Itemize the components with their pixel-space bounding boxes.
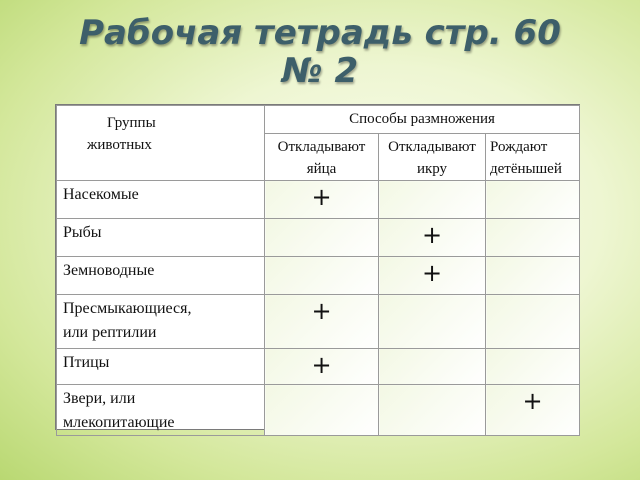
row-label-line-2: млекопитающие — [63, 414, 175, 431]
title-line-1: Рабочая тетрадь стр. 60 — [79, 13, 561, 53]
column-header-line-2: детёнышей — [490, 161, 562, 177]
column-header-line-2: икру — [416, 161, 448, 177]
column-header-eggs — [265, 134, 379, 181]
table-cell — [379, 349, 486, 385]
plus-mark — [379, 295, 485, 299]
column-header-live-birth — [486, 134, 580, 181]
plus-mark: + — [311, 183, 332, 211]
methods-header: Способы размножения — [265, 106, 580, 134]
row-label — [57, 295, 265, 349]
plus-mark — [486, 257, 579, 261]
row-label — [57, 219, 265, 257]
row-label-line-2: или рептилии — [63, 324, 157, 341]
table-row — [57, 257, 580, 295]
plus-mark — [486, 219, 579, 223]
column-header-line-1: Рождают — [490, 139, 548, 155]
plus-mark — [486, 349, 579, 353]
table-cell — [486, 349, 580, 385]
table-row — [57, 181, 580, 219]
row-label — [57, 257, 265, 295]
table-row — [57, 385, 580, 436]
table-row — [57, 219, 580, 257]
table-cell — [379, 257, 486, 295]
row-label — [57, 385, 265, 436]
plus-mark — [265, 219, 378, 223]
plus-mark — [379, 181, 485, 185]
row-label-line-1: Птицы — [63, 354, 110, 371]
table-cell — [486, 385, 580, 436]
title-line-2: № 2 — [281, 51, 359, 91]
table-cell — [265, 349, 379, 385]
column-header-line-1: Откладывают — [277, 139, 366, 155]
table-row — [57, 349, 580, 385]
row-label-line-1: Рыбы — [63, 224, 102, 241]
group-header — [57, 106, 265, 181]
table-cell — [379, 181, 486, 219]
column-header-roe — [379, 134, 486, 181]
plus-mark: + — [311, 351, 332, 379]
row-label-line-1: Насекомые — [63, 186, 139, 203]
table-cell — [265, 295, 379, 349]
plus-mark — [486, 181, 579, 185]
table-cell — [265, 219, 379, 257]
table-cell — [265, 385, 379, 436]
table-cell — [486, 219, 580, 257]
reproduction-table — [55, 104, 580, 430]
row-label-line-1: Звери, или — [63, 390, 136, 407]
table-cell — [265, 181, 379, 219]
plus-mark — [379, 385, 485, 389]
plus-mark: + — [421, 259, 443, 287]
group-header-line-1: Группы — [107, 115, 156, 131]
row-label-line-1: Земноводные — [63, 262, 155, 279]
plus-mark: + — [311, 297, 332, 325]
table-row — [57, 295, 580, 349]
row-label — [57, 349, 265, 385]
table-cell — [265, 257, 379, 295]
row-label-line-1: Пресмыкающиеся, — [63, 300, 192, 317]
plus-mark: + — [522, 387, 543, 415]
plus-mark — [265, 385, 378, 389]
group-header-line-2: животных — [87, 137, 152, 153]
table-cell — [486, 295, 580, 349]
row-label — [57, 181, 265, 219]
table-cell — [379, 385, 486, 436]
table-cell — [379, 219, 486, 257]
plus-mark — [486, 295, 579, 299]
table-cell — [379, 295, 486, 349]
plus-mark: + — [421, 221, 443, 249]
table-cell — [486, 257, 580, 295]
page-title — [0, 14, 640, 90]
plus-mark — [265, 257, 378, 261]
table-cell — [486, 181, 580, 219]
column-header-line-2: яйца — [306, 161, 337, 177]
plus-mark — [379, 349, 485, 353]
column-header-line-1: Откладывают — [388, 139, 476, 155]
